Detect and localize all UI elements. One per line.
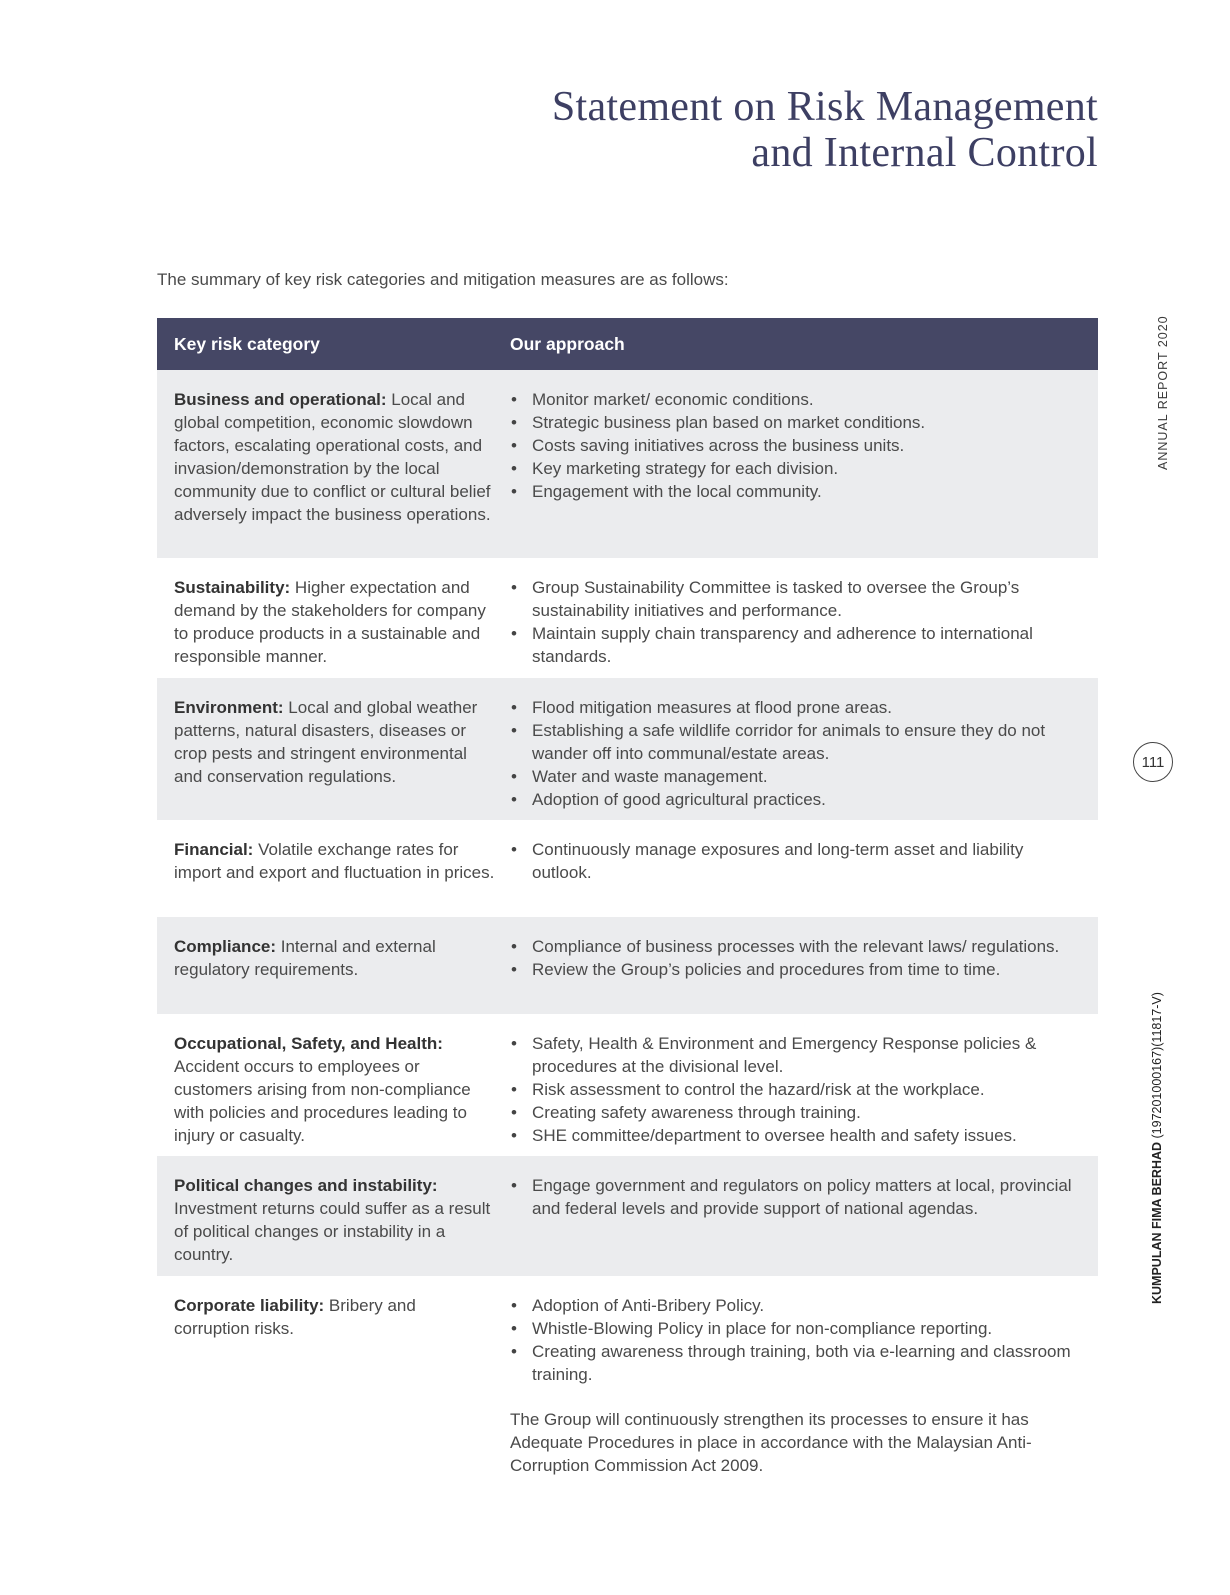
risk-category-description: Local and global weather patterns, natural disasters, diseases or crop pests and stringent environmental and conservation regulations. <box>174 698 478 786</box>
risk-table <box>157 318 1098 1489</box>
approach-cell <box>510 935 1098 1002</box>
company-footer <box>1150 992 1164 1304</box>
approach-list <box>510 935 1080 981</box>
risk-category-title: Corporate liability: <box>174 1296 325 1315</box>
approach-item: • Strategic business plan based on market conditions. <box>510 411 1080 434</box>
approach-list <box>510 576 1080 668</box>
approach-cell <box>510 1032 1098 1144</box>
risk-category-title: Occupational, Safety, and Health: <box>174 1034 443 1053</box>
page-title-line-1: Statement on Risk Management <box>551 84 1098 130</box>
risk-category-title: Financial: <box>174 840 254 859</box>
risk-category-cell <box>157 1174 510 1264</box>
page-title <box>552 84 1098 176</box>
risk-category-description: Bribery and corruption risks. <box>174 1296 416 1338</box>
risk-category-title: Compliance: <box>174 937 277 956</box>
company-registration: (197201000167)(11817-V) <box>1150 992 1164 1142</box>
header-our-approach: Our approach <box>510 333 625 354</box>
annual-report-label: ANNUAL REPORT 2020 <box>1156 315 1170 470</box>
page-title-line-2: and Internal Control <box>751 130 1098 176</box>
approach-item: • Water and waste management. <box>510 765 1080 788</box>
approach-item: • Establishing a safe wildlife corridor for animals to ensure they do not wander off into communal/estate areas. <box>510 719 1080 765</box>
risk-category-description: Higher expectation and demand by the stakeholders for company to produce products in a sustainable and responsible manner. <box>174 578 486 666</box>
approach-item: • Creating safety awareness through training. <box>510 1101 1080 1124</box>
intro-text: The summary of key risk categories and mitigation measures are as follows: <box>157 270 729 289</box>
table-header <box>157 318 1098 370</box>
risk-category-title: Environment: <box>174 698 284 717</box>
risk-category-cell <box>157 388 510 546</box>
approach-list <box>510 696 1080 811</box>
approach-item: • Creating awareness through training, both via e-learning and classroom training. <box>510 1340 1080 1386</box>
approach-list <box>510 1294 1080 1386</box>
approach-item: • Compliance of business processes with the relevant laws/ regulations. <box>510 935 1080 958</box>
approach-item: • Review the Group’s policies and procedures from time to time. <box>510 958 1080 981</box>
approach-item: • Safety, Health & Environment and Emergency Response policies & procedures at the divisional level. <box>510 1032 1080 1078</box>
risk-category-cell <box>157 696 510 808</box>
approach-item: • Adoption of good agricultural practices. <box>510 788 1080 811</box>
table-row-occupational-safety-health <box>157 1014 1098 1156</box>
approach-item: • Monitor market/ economic conditions. <box>510 388 1080 411</box>
approach-item: • Group Sustainability Committee is tasked to oversee the Group’s sustainability initiatives and performance. <box>510 576 1080 622</box>
approach-item: • Key marketing strategy for each division. <box>510 457 1080 480</box>
risk-category-description: Local and global competition, economic slowdown factors, escalating operational costs, and invasion/demonstration by the local community due to conflict or cultural belief adversely impact the business operations. <box>174 390 491 524</box>
approach-cell <box>510 1174 1098 1264</box>
risk-category-cell <box>157 838 510 905</box>
approach-cell <box>510 1294 1098 1477</box>
approach-list <box>510 1174 1080 1220</box>
table-row-corporate-liability <box>157 1276 1098 1489</box>
table-row-financial <box>157 820 1098 917</box>
page-number: 111 <box>1133 742 1173 782</box>
approach-item: • Whistle-Blowing Policy in place for non-compliance reporting. <box>510 1317 1080 1340</box>
risk-category-cell <box>157 935 510 1002</box>
approach-item: • Adoption of Anti-Bribery Policy. <box>510 1294 1080 1317</box>
table-row-environment <box>157 678 1098 820</box>
approach-list <box>510 1032 1080 1147</box>
risk-category-cell <box>157 1032 510 1144</box>
risk-category-description: Internal and external regulatory requirements. <box>174 937 436 979</box>
approach-cell <box>510 696 1098 808</box>
header-key-risk-category: Key risk category <box>174 333 320 354</box>
approach-list <box>510 388 1080 503</box>
approach-item: • Maintain supply chain transparency and adherence to international standards. <box>510 622 1080 668</box>
risk-category-cell <box>157 1294 510 1477</box>
table-row-sustainability <box>157 558 1098 678</box>
risk-category-description: Accident occurs to employees or customers arising from non-compliance with policies and procedures leading to injury or casualty. <box>174 1057 471 1145</box>
risk-category-cell <box>157 576 510 666</box>
approach-cell <box>510 576 1098 666</box>
risk-category-title: Political changes and instability: <box>174 1176 438 1195</box>
approach-item: • Engage government and regulators on policy matters at local, provincial and federal levels and provide support of national agendas. <box>510 1174 1080 1220</box>
risk-category-description: Investment returns could suffer as a result of political changes or instability in a country. <box>174 1199 491 1264</box>
approach-item: • Continuously manage exposures and long-term asset and liability outlook. <box>510 838 1080 884</box>
table-row-compliance <box>157 917 1098 1014</box>
table-row-political <box>157 1156 1098 1276</box>
approach-cell <box>510 388 1098 546</box>
risk-category-title: Business and operational: <box>174 390 387 409</box>
closing-statement: The Group will continuously strengthen its processes to ensure it has Adequate Procedures in place in accordance with the Malaysian Anti-Corruption Commission Act 2009. <box>510 1410 1032 1475</box>
approach-cell <box>510 838 1098 905</box>
approach-item: • Engagement with the local community. <box>510 480 1080 503</box>
risk-category-description: Volatile exchange rates for import and export and fluctuation in prices. <box>174 840 495 882</box>
approach-item: • Flood mitigation measures at flood prone areas. <box>510 696 1080 719</box>
approach-list <box>510 838 1080 884</box>
risk-category-title: Sustainability: <box>174 578 291 597</box>
approach-item: • Costs saving initiatives across the business units. <box>510 434 1080 457</box>
table-row-business-operational <box>157 370 1098 558</box>
company-name: KUMPULAN FIMA BERHAD <box>1150 1141 1164 1304</box>
approach-item: • SHE committee/department to oversee health and safety issues. <box>510 1124 1080 1147</box>
approach-item: • Risk assessment to control the hazard/risk at the workplace. <box>510 1078 1080 1101</box>
